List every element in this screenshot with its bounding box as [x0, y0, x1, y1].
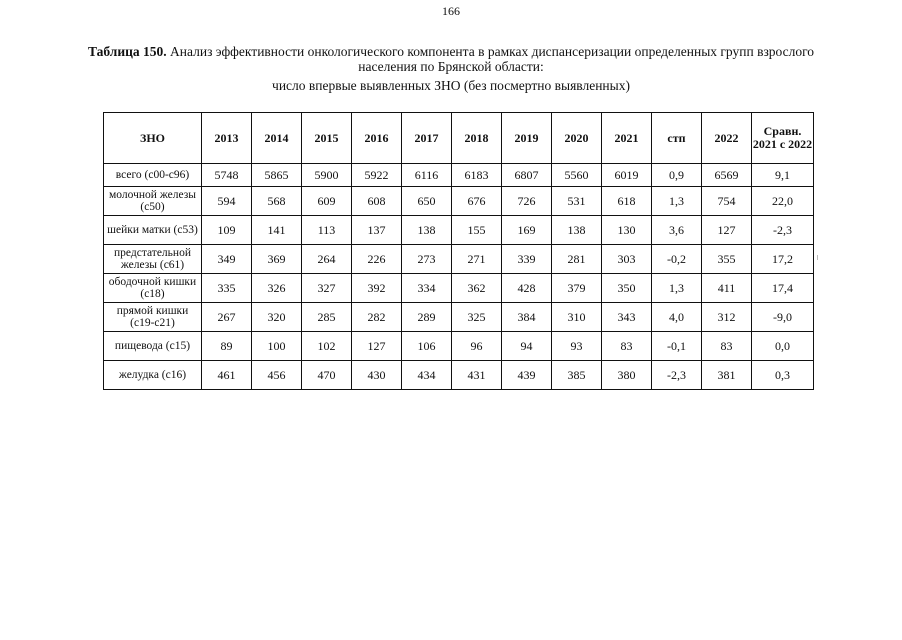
table-row [104, 216, 814, 245]
table-cell: 380 [602, 361, 652, 390]
header-cell: 2018 [452, 113, 502, 164]
table-cell: 676 [452, 187, 502, 216]
table-cell: 267 [202, 303, 252, 332]
row-label: пищевода (с15) [104, 332, 202, 361]
table-cell: 609 [302, 187, 352, 216]
table-cell: 6807 [502, 164, 552, 187]
table-caption [10, 44, 892, 74]
table-row [104, 274, 814, 303]
table-cell: 93 [552, 332, 602, 361]
row-label: шейки матки (с53) [104, 216, 202, 245]
table-cell: 141 [252, 216, 302, 245]
table-cell: 0,0 [752, 332, 814, 361]
table-cell: 428 [502, 274, 552, 303]
table-cell: 0,9 [652, 164, 702, 187]
table-cell: 434 [402, 361, 452, 390]
table-cell: 6019 [602, 164, 652, 187]
table-cell: 594 [202, 187, 252, 216]
caption-line1: Анализ эффективности онкологического компонента в рамках диспансеризации определенных групп взрослого [170, 44, 815, 59]
table-cell: 355 [702, 245, 752, 274]
table-cell: 137 [352, 216, 402, 245]
table-cell: 531 [552, 187, 602, 216]
header-cell: 2016 [352, 113, 402, 164]
table-cell: 155 [452, 216, 502, 245]
header-cell: 2020 [552, 113, 602, 164]
header-cell: 2013 [202, 113, 252, 164]
header-row [104, 113, 814, 164]
scan-mark [817, 255, 818, 260]
table-cell: 100 [252, 332, 302, 361]
header-cell: 2015 [302, 113, 352, 164]
table-row [104, 164, 814, 187]
row-label: ободочной кишки (с18) [104, 274, 202, 303]
table-cell: 285 [302, 303, 352, 332]
table-row [104, 303, 814, 332]
table-cell: 281 [552, 245, 602, 274]
table-cell: 127 [352, 332, 402, 361]
table-cell: 339 [502, 245, 552, 274]
table-cell: 369 [252, 245, 302, 274]
table-cell: 96 [452, 332, 502, 361]
table-cell: 9,1 [752, 164, 814, 187]
table-cell: 343 [602, 303, 652, 332]
table-cell: 83 [602, 332, 652, 361]
table-cell: 282 [352, 303, 402, 332]
header-cell: 2017 [402, 113, 452, 164]
table-cell: 5560 [552, 164, 602, 187]
table-cell: 320 [252, 303, 302, 332]
table-cell: 0,3 [752, 361, 814, 390]
table-cell: 17,2 [752, 245, 814, 274]
table-cell: 385 [552, 361, 602, 390]
table-cell: 138 [552, 216, 602, 245]
row-label: всего (с00-с96) [104, 164, 202, 187]
table-cell: 754 [702, 187, 752, 216]
header-cell: 2022 [702, 113, 752, 164]
table-cell: 335 [202, 274, 252, 303]
table-cell: 350 [602, 274, 652, 303]
data-table [103, 112, 814, 390]
table-cell: 6569 [702, 164, 752, 187]
table-cell: -9,0 [752, 303, 814, 332]
table-cell: 381 [702, 361, 752, 390]
table-cell: 4,0 [652, 303, 702, 332]
table-cell: 362 [452, 274, 502, 303]
header-cell: 2014 [252, 113, 302, 164]
table-body [104, 164, 814, 390]
header-zno: ЗНО [104, 113, 202, 164]
table-cell: 726 [502, 187, 552, 216]
table-cell: -0,1 [652, 332, 702, 361]
table-cell: 326 [252, 274, 302, 303]
table-cell: 273 [402, 245, 452, 274]
row-label: прямой кишки (с19-с21) [104, 303, 202, 332]
table-cell: 461 [202, 361, 252, 390]
table-cell: 6183 [452, 164, 502, 187]
table-cell: -0,2 [652, 245, 702, 274]
table-cell: 334 [402, 274, 452, 303]
table-cell: 384 [502, 303, 552, 332]
table-cell: 349 [202, 245, 252, 274]
table-cell: 106 [402, 332, 452, 361]
table-cell: 102 [302, 332, 352, 361]
table-cell: 456 [252, 361, 302, 390]
table-cell: 568 [252, 187, 302, 216]
table-row [104, 245, 814, 274]
table-cell: 83 [702, 332, 752, 361]
table-cell: 431 [452, 361, 502, 390]
table-cell: 289 [402, 303, 452, 332]
table-cell: 310 [552, 303, 602, 332]
table-cell: 6116 [402, 164, 452, 187]
table-cell: -2,3 [752, 216, 814, 245]
table-cell: 5900 [302, 164, 352, 187]
table-row [104, 361, 814, 390]
table-cell: 130 [602, 216, 652, 245]
table-cell: 618 [602, 187, 652, 216]
table-cell: 5748 [202, 164, 252, 187]
table-cell: 439 [502, 361, 552, 390]
table-cell: 5865 [252, 164, 302, 187]
table-cell: 379 [552, 274, 602, 303]
table-cell: 89 [202, 332, 252, 361]
table-cell: 1,3 [652, 274, 702, 303]
table-cell: 303 [602, 245, 652, 274]
caption-line2: населения по Брянской области: [358, 59, 544, 74]
table-cell: 113 [302, 216, 352, 245]
table-cell: 3,6 [652, 216, 702, 245]
table-cell: 312 [702, 303, 752, 332]
table-cell: 22,0 [752, 187, 814, 216]
table-cell: -2,3 [652, 361, 702, 390]
table-cell: 1,3 [652, 187, 702, 216]
caption-label: Таблица 150. [87, 44, 167, 59]
page-number: 166 [442, 4, 460, 18]
table-row [104, 187, 814, 216]
table-cell: 127 [702, 216, 752, 245]
table-cell: 94 [502, 332, 552, 361]
table-cell: 271 [452, 245, 502, 274]
table-cell: 650 [402, 187, 452, 216]
table-cell: 392 [352, 274, 402, 303]
header-cell: 2019 [502, 113, 552, 164]
table-row [104, 332, 814, 361]
header-cell: 2021 [602, 113, 652, 164]
table-cell: 327 [302, 274, 352, 303]
table-cell: 264 [302, 245, 352, 274]
table-cell: 430 [352, 361, 402, 390]
table-cell: 17,4 [752, 274, 814, 303]
row-label: желудка (с16) [104, 361, 202, 390]
table-cell: 109 [202, 216, 252, 245]
table-cell: 169 [502, 216, 552, 245]
table-cell: 325 [452, 303, 502, 332]
table-cell: 470 [302, 361, 352, 390]
table-cell: 411 [702, 274, 752, 303]
row-label: молочной железы (с50) [104, 187, 202, 216]
table-cell: 608 [352, 187, 402, 216]
header-cell: Сравн. 2021 с 2022 [752, 113, 814, 164]
table-cell: 226 [352, 245, 402, 274]
row-label: предстательной железы (с61) [104, 245, 202, 274]
header-cell: стп [652, 113, 702, 164]
table-cell: 5922 [352, 164, 402, 187]
table-cell: 138 [402, 216, 452, 245]
table-subtitle: число впервые выявленных ЗНО (без посмертно выявленных) [272, 78, 630, 93]
